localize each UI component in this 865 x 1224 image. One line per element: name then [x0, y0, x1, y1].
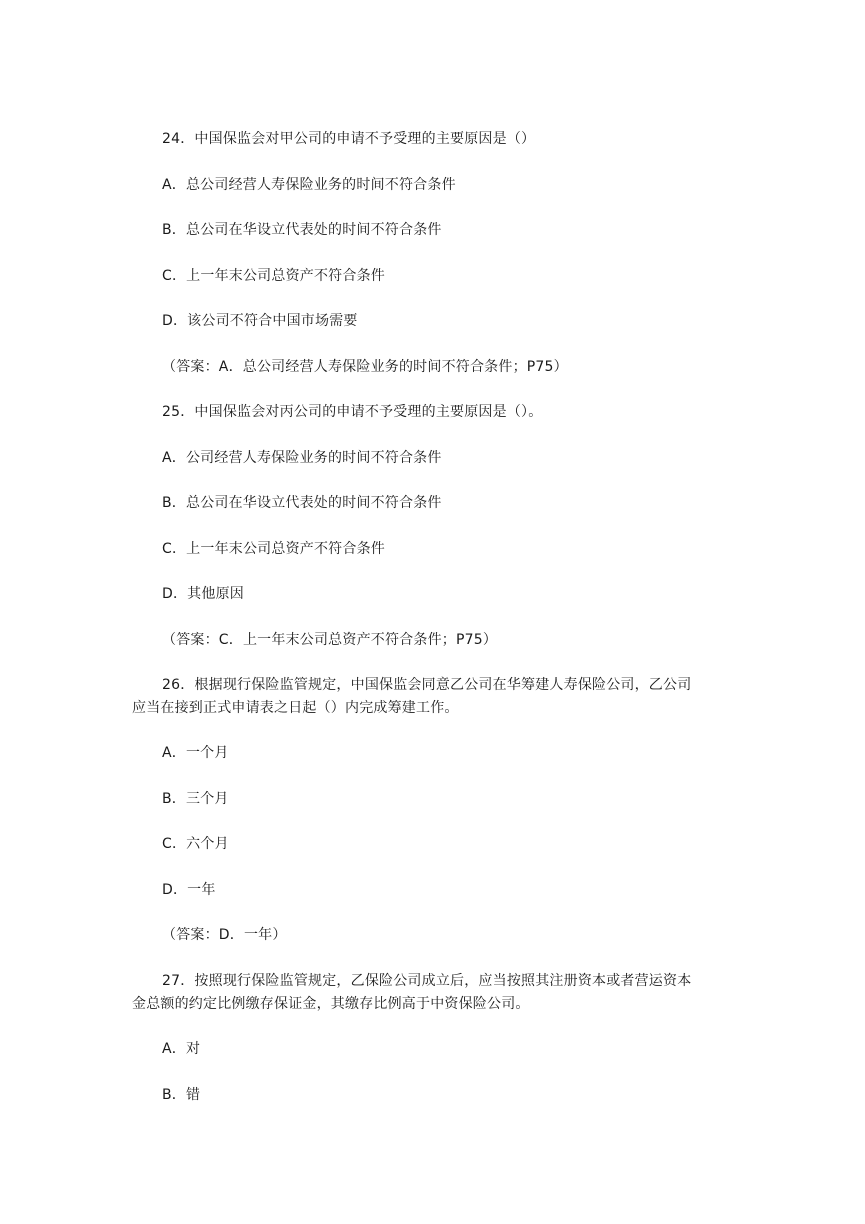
question-27-option-b: B．错: [162, 1087, 201, 1103]
question-24-option-b: B．总公司在华设立代表处的时间不符合条件: [162, 222, 442, 238]
question-26-option-a: A．一个月: [162, 745, 229, 761]
question-27-text-line-2: 金总额的约定比例缴存保证金，其缴存比例高于中资保险公司。: [132, 996, 530, 1012]
question-24-option-a: A．总公司经营人寿保险业务的时间不符合条件: [162, 177, 456, 193]
question-25-option-c: C．上一年末公司总资产不符合条件: [162, 541, 385, 557]
question-25-text: 25．中国保监会对丙公司的申请不予受理的主要原因是（）。: [162, 404, 543, 420]
question-26-option-d: D．一年: [162, 882, 216, 898]
question-24-answer: （答案：A．总公司经营人寿保险业务的时间不符合条件；P75）: [162, 359, 568, 375]
question-25-option-b: B．总公司在华设立代表处的时间不符合条件: [162, 495, 442, 511]
question-27-option-a: A．对: [162, 1041, 201, 1057]
question-24-option-d: D．该公司不符合中国市场需要: [162, 313, 358, 329]
question-24-text: 24．中国保监会对甲公司的申请不予受理的主要原因是（）: [162, 131, 536, 147]
question-27-text-line-1: 27．按照现行保险监管规定，乙保险公司成立后，应当按照其注册资本或者营运资本: [162, 973, 692, 989]
question-26-answer: （答案：D．一年）: [162, 927, 287, 943]
question-24-option-c: C．上一年末公司总资产不符合条件: [162, 268, 385, 284]
question-25-answer: （答案：C．上一年末公司总资产不符合条件；P75）: [162, 632, 498, 648]
question-26-text-line-2: 应当在接到正式申请表之日起（）内完成筹建工作。: [132, 700, 459, 716]
question-25-option-d: D．其他原因: [162, 586, 244, 602]
question-26-option-c: C．六个月: [162, 836, 229, 852]
question-25-option-a: A．公司经营人寿保险业务的时间不符合条件: [162, 450, 442, 466]
question-26-text-line-1: 26．根据现行保险监管规定，中国保监会同意乙公司在华筹建人寿保险公司，乙公司: [162, 677, 692, 693]
question-26-option-b: B．三个月: [162, 791, 229, 807]
